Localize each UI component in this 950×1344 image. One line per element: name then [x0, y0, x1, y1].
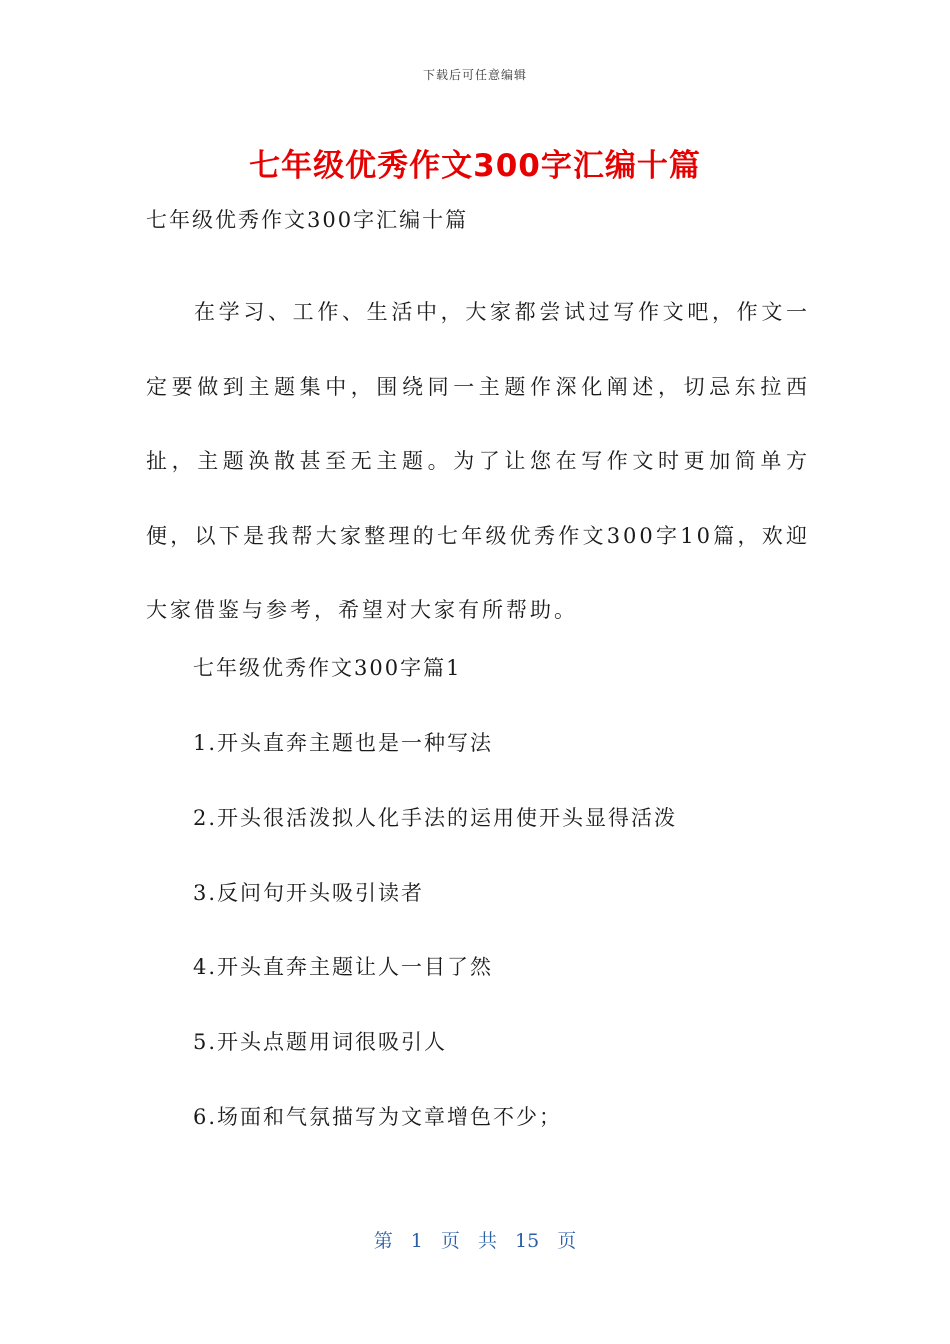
header-note: 下载后可任意编辑: [422, 68, 527, 82]
list-item: 4.开头直奔主题让人一目了然: [193, 955, 494, 979]
list-item: 1.开头直奔主题也是一种写法: [193, 731, 494, 755]
section-heading: 七年级优秀作文300字篇1: [193, 656, 462, 680]
intro-paragraph: 在学习、工作、生活中，大家都尝试过写作文吧，作文一定要做到主题集中，围绕同一主题作深化阐述，切忌东拉西扯，主题涣散甚至无主题。为了让您在写作文时更加简单方便，以下是我帮大家整理的七年级优秀作文300字10篇，欢迎大家借鉴与参考，希望对大家有所帮助。: [146, 300, 810, 622]
list-item: 2.开头很活泼拟人化手法的运用使开头显得活泼: [193, 806, 678, 830]
document-title: 七年级优秀作文300字汇编十篇: [249, 148, 701, 184]
list-item: 5.开头点题用词很吸引人: [193, 1030, 448, 1054]
document-subtitle: 七年级优秀作文300字汇编十篇: [146, 208, 469, 232]
list-item: 3.反问句开头吸引读者: [193, 881, 425, 905]
page-number-footer: 第 1 页 共 15 页: [373, 1230, 577, 1252]
list-item: 6.场面和气氛描写为文章增色不少；: [193, 1105, 563, 1129]
